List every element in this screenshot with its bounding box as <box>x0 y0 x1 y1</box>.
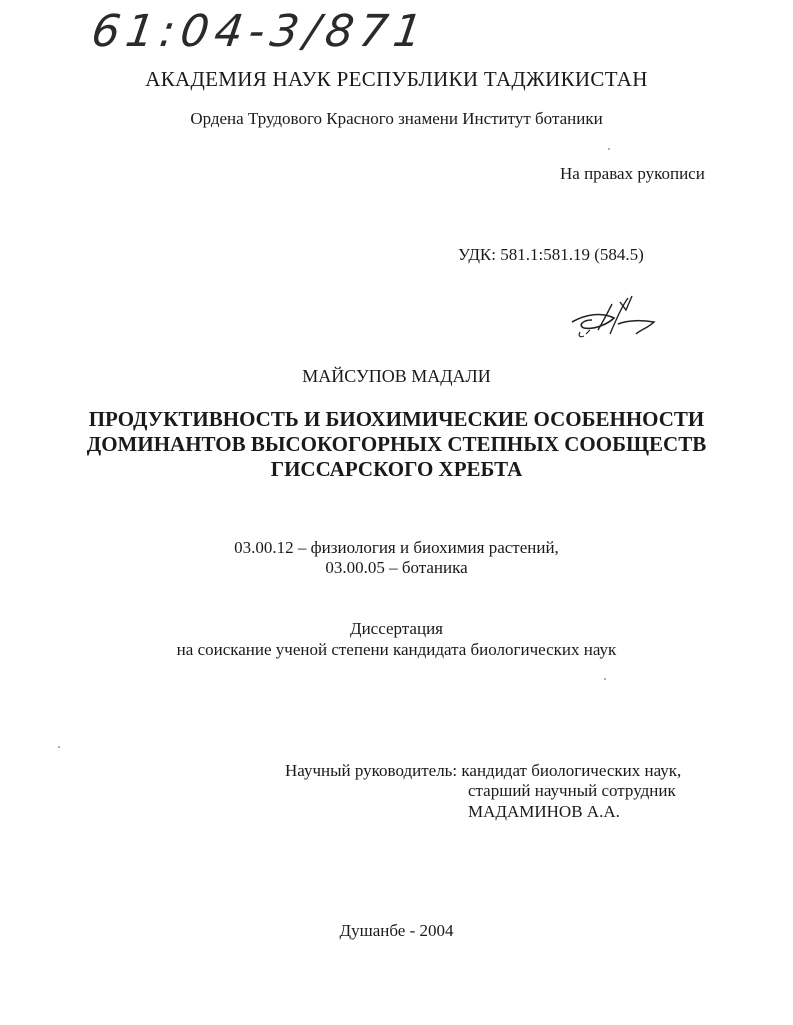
thesis-title-line-2: ДОМИНАНТОВ ВЫСОКОГОРНЫХ СТЕПНЫХ СООБЩЕСТВ <box>86 432 707 456</box>
udk-code: УДК: 581.1:581.19 (584.5) <box>458 245 644 264</box>
city-year: Душанбе - 2004 <box>339 921 454 940</box>
thesis-title-line-3: ГИССАРСКОГО ХРЕБТА <box>270 457 523 481</box>
thesis-title-line-1: ПРОДУКТИВНОСТЬ И БИОХИМИЧЕСКИЕ ОСОБЕННОСТИ <box>88 407 705 431</box>
supervisor-name: МАДАМИНОВ А.А. <box>468 802 620 821</box>
specialty-line-2: 03.00.05 – ботаника <box>325 558 468 577</box>
dissertation-degree: на соискание ученой степени кандидата биологических наук <box>176 640 617 659</box>
author-name: МАЙСУПОВ МАДАЛИ <box>302 366 491 386</box>
signature <box>568 290 668 355</box>
handwritten-catalog-number: 61:04-3/871 <box>88 6 432 57</box>
specialty-line-1: 03.00.12 – физиология и биохимия растений, <box>234 538 559 557</box>
supervisor-line-1: Научный руководитель: кандидат биологических наук, <box>285 761 682 780</box>
institute-name: Ордена Трудового Красного знамени Институт ботаники <box>190 109 603 128</box>
dissertation-label: Диссертация <box>349 619 443 638</box>
academy-heading: АКАДЕМИЯ НАУК РЕСПУБЛИКИ ТАДЖИКИСТАН <box>145 67 648 91</box>
scan-speck <box>608 148 610 150</box>
rights-note: На правах рукописи <box>560 164 705 183</box>
supervisor-line-2: старший научный сотрудник <box>468 781 676 800</box>
scan-speck <box>58 746 60 748</box>
scan-speck <box>604 678 606 680</box>
